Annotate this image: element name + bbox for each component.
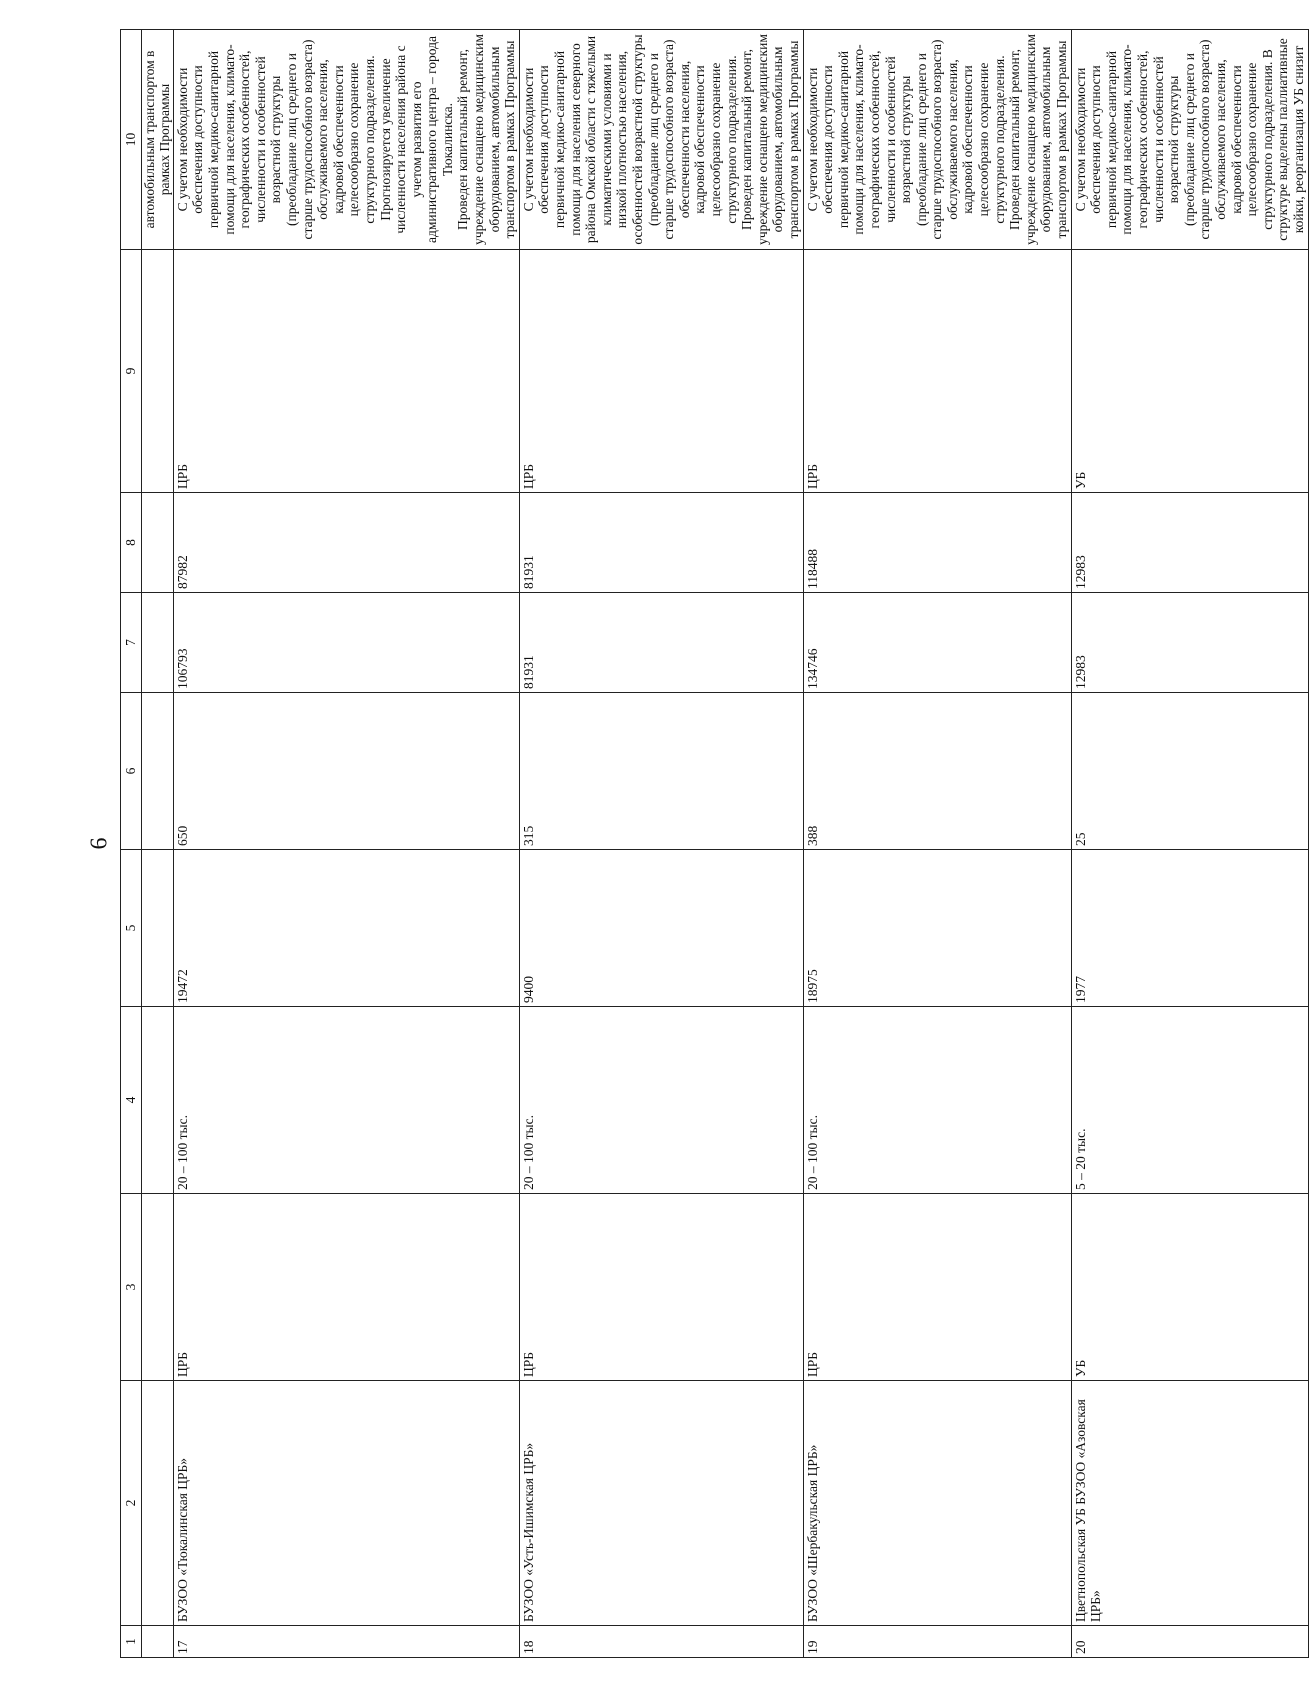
value-col7: 134746 [803, 593, 1071, 693]
justification [173, 30, 519, 250]
value-col7: 81931 [519, 593, 803, 693]
population-range: 20 – 100 тыс. [519, 1007, 803, 1194]
justification-paragraph: Проведен капитальный ремонт, учреждение оснащено медицинским оборудованием, автомобильным транспортом в рамках Программы [1007, 34, 1070, 245]
header-cell: 7 [121, 593, 142, 693]
table-row [803, 30, 1071, 1658]
planned-type: ЦРБ [173, 250, 519, 493]
justification-paragraph: С учетом необходимости обеспечения доступности первичной медико-санитарной помощи для населения северного района Омской области с тяжелыми климатическими условиями и низкой плотностью населения, особенностей возрастной структуры (преобладание лиц среднего и старше трудоспособного возраста) обеспеченности населения, кадровой обеспеченности целесообразно сохранение структурного подразделения. [520, 34, 739, 245]
planned-type: ЦРБ [803, 250, 1071, 493]
hospital-table [120, 29, 1309, 1658]
header-cell: 1 [121, 1626, 142, 1658]
population-count: 18975 [803, 850, 1071, 1007]
header-cell: 6 [121, 693, 142, 850]
value-col7: 12983 [1071, 593, 1308, 693]
justification [519, 30, 803, 250]
page-number: 6 [86, 837, 113, 850]
planned-type: УБ [1071, 250, 1308, 493]
value-col6: 388 [803, 693, 1071, 850]
institution-name: БУЗОО «Усть-Ишимская ЦРБ» [519, 1381, 803, 1626]
institution-type: ЦРБ [519, 1194, 803, 1381]
institution-type: ЦРБ [173, 1194, 519, 1381]
population-count: 9400 [519, 850, 803, 1007]
value-col8: 87982 [173, 493, 519, 593]
institution-name: Цветнопольская УБ БУЗОО «Азовская ЦРБ» [1071, 1381, 1308, 1626]
header-cell: 3 [121, 1194, 142, 1381]
population-range: 20 – 100 тыс. [173, 1007, 519, 1194]
header-cell: 4 [121, 1007, 142, 1194]
institution-name: БУЗОО «Шербакульская ЦРБ» [803, 1381, 1071, 1626]
header-cell: 9 [121, 250, 142, 493]
justification-paragraph: Прогнозируется увеличение численности населения района с учетом развития его административного центра – города Тюкалинска. [377, 36, 455, 243]
justification-paragraph: Проведен капитальный ремонт, учреждение оснащено медицинским оборудованием, автомобильным транспортом в рамках Программы [739, 34, 801, 245]
justification-paragraph: С учетом необходимости обеспечения доступности первичной медико-санитарной помощи для населения, климато-географических особенностей, численности и особенностей возрастной структуры (преобладание лиц среднего и старше трудоспособного возраста) обслуживаемого населения, кадровой обеспеченности целесообразно сохранение структурного подразделения. [804, 39, 1007, 240]
institution-name: БУЗОО «Тюкалинская ЦРБ» [173, 1381, 519, 1626]
justification-paragraph: Проведен капитальный ремонт, учреждение оснащено медицинским оборудованием, автомобильным транспортом в рамках Программы [455, 34, 518, 245]
header-cell: 10 [121, 30, 142, 250]
value-col6: 315 [519, 693, 803, 850]
row-number: 17 [173, 1626, 519, 1658]
header-cell: 8 [121, 493, 142, 593]
row-number: 19 [803, 1626, 1071, 1658]
justification-paragraph: С учетом необходимости обеспечения доступности первичной медико-санитарной помощи для населения, климато-географических особенностей, численности и особенностей возрастной структуры (преобладание лиц среднего и старше трудоспособного возраста) обслуживаемого населения, кадровой обеспеченности целесообразно сохранение структурного подразделения. [174, 39, 377, 240]
value-col6: 25 [1071, 693, 1308, 850]
continuation-row [141, 30, 173, 1658]
value-col7: 106793 [173, 593, 519, 693]
continuation-text: автомобильным транспортом в рамках Программы [141, 30, 173, 250]
population-range: 20 – 100 тыс. [803, 1007, 1071, 1194]
row-number: 18 [519, 1626, 803, 1658]
table-row [173, 30, 519, 1658]
population-count: 1977 [1071, 850, 1308, 1007]
value-col8: 81931 [519, 493, 803, 593]
justification-paragraph: С учетом необходимости обеспечения доступности первичной медико-санитарной помощи для населения, климато-географических особенностей, численности и особенностей возрастной структуры (преобладание лиц среднего и старше трудоспособного возраста) обслуживаемого населения, кадровой обеспеченности целесообразно сохранение структурного подразделения. В структуре выделены паллиативные койки, реорганизация УБ снизит [1072, 38, 1306, 241]
header-row [121, 30, 142, 1658]
value-col6: 650 [173, 693, 519, 850]
table-row [1071, 30, 1308, 1658]
row-number: 20 [1071, 1626, 1308, 1658]
header-cell: 5 [121, 850, 142, 1007]
justification [803, 30, 1071, 250]
value-col8: 12983 [1071, 493, 1308, 593]
population-range: 5 – 20 тыс. [1071, 1007, 1308, 1194]
planned-type: ЦРБ [519, 250, 803, 493]
rotated-table-container [120, 30, 1306, 1658]
table-row [519, 30, 803, 1658]
justification [1071, 30, 1308, 250]
institution-type: ЦРБ [803, 1194, 1071, 1381]
value-col8: 118488 [803, 493, 1071, 593]
header-cell: 2 [121, 1381, 142, 1626]
population-count: 19472 [173, 850, 519, 1007]
institution-type: УБ [1071, 1194, 1308, 1381]
